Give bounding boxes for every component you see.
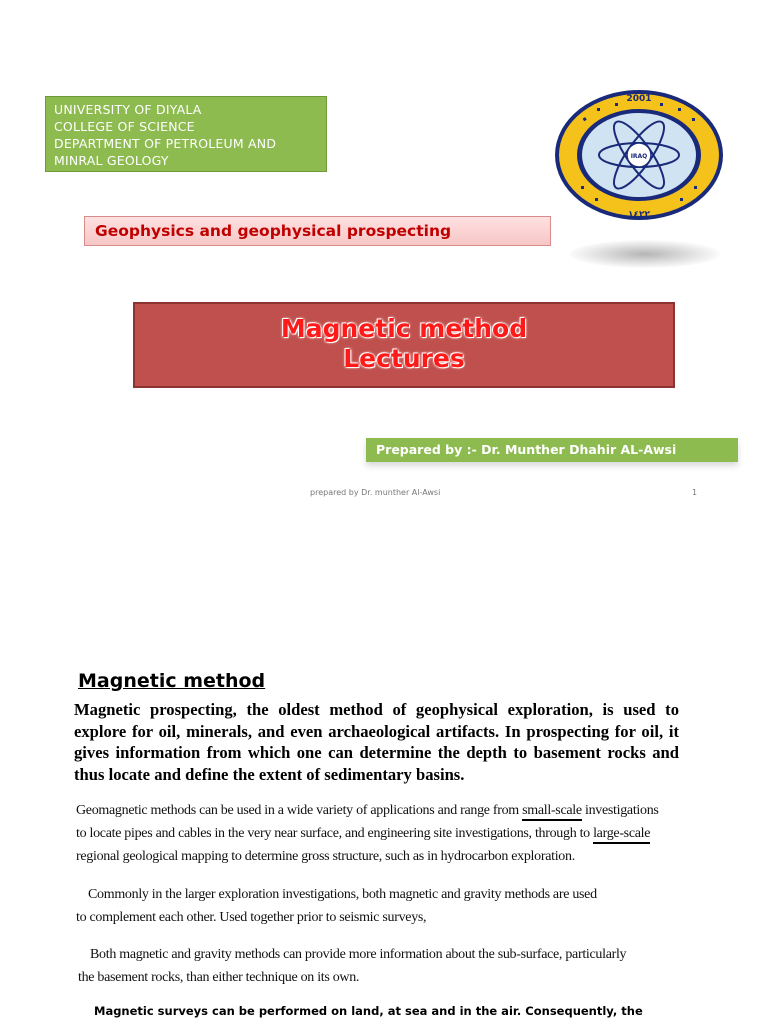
university-seal-logo <box>553 88 725 222</box>
footer-text: prepared by Dr. munther Al-Awsi <box>310 488 441 497</box>
surveys-paragraph: Magnetic surveys can be performed on land, at sea and in the air. Consequently, the <box>94 1004 643 1018</box>
institution-box <box>45 96 327 172</box>
paragraph-line: the basement rocks, than either technique on its own. <box>78 970 360 985</box>
paragraph-line: to complement each other. Used together prior to seismic surveys, <box>76 910 427 925</box>
institution-line: MINRAL GEOLOGY <box>54 153 169 168</box>
section-heading: Magnetic method <box>78 670 266 692</box>
course-subtitle: Geophysics and geophysical prospecting <box>84 216 551 246</box>
underlined-term: large-scale <box>593 826 650 844</box>
subsurface-paragraph <box>78 943 698 989</box>
title-line-1: Magnetic method <box>280 314 528 343</box>
intro-paragraph: Magnetic prospecting, the oldest method of geophysical exploration, is used to explore for oil, minerals, and even archaeological artifacts. In prospecting for oil, it gives information from which one can determine the depth to basement rocks and thus locate and define the extent of sedimentary basins. <box>74 700 679 784</box>
text-run: to locate pipes and cables in the very near surface, and engineering site investigations, through to <box>76 826 594 841</box>
text-run: investigations <box>581 803 659 818</box>
logo-hijri-year: ١٤٢٢ <box>628 210 650 220</box>
paragraph-line <box>76 799 696 822</box>
paragraph-line <box>76 822 696 845</box>
institution-line: COLLEGE OF SCIENCE <box>54 119 195 134</box>
logo-year-text: 2001 <box>626 94 652 104</box>
lecture-title-box <box>133 302 675 388</box>
page-number: 1 <box>692 488 698 497</box>
paragraph-line: regional geological mapping to determine gross structure, such as in hydrocarbon exploration. <box>76 849 575 864</box>
author-banner: Prepared by :- Dr. Munther Dhahir AL-Awsi <box>366 438 738 462</box>
paragraph-line: Commonly in the larger exploration investigations, both magnetic and gravity methods are used <box>88 887 597 902</box>
slide-footer <box>0 488 768 502</box>
institution-line: DEPARTMENT OF PETROLEUM AND <box>54 136 277 151</box>
combined-methods-paragraph <box>76 883 696 929</box>
underlined-term: small-scale <box>522 803 582 821</box>
text-run: Geomagnetic methods can be used in a wide variety of applications and range from <box>76 803 523 818</box>
institution-line: UNIVERSITY OF DIYALA <box>54 102 202 117</box>
title-line-2: Lectures <box>343 344 465 373</box>
logo-shadow <box>570 240 720 268</box>
logo-center-text: IRAQ <box>630 153 648 160</box>
paragraph-line: Both magnetic and gravity methods can provide more information about the sub-surface, particularly <box>90 947 627 962</box>
geomagnetic-paragraph <box>76 799 696 868</box>
